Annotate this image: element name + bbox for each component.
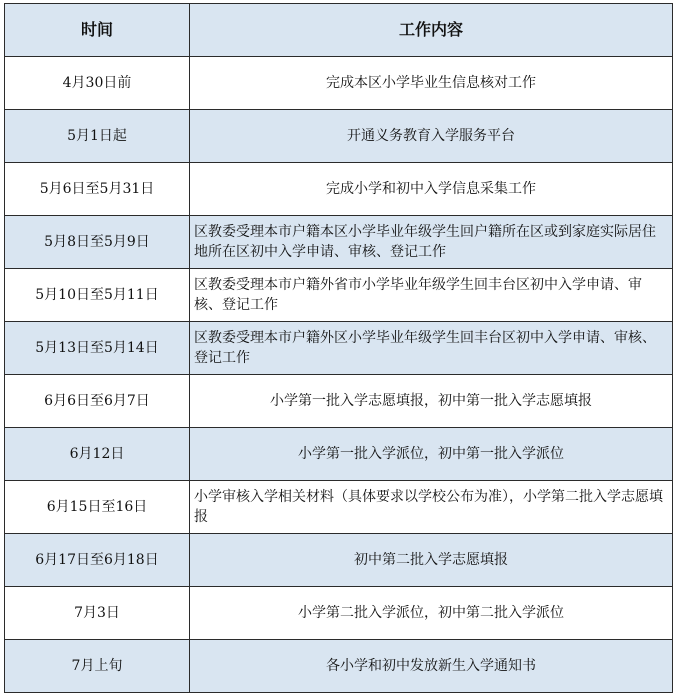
schedule-table xyxy=(4,3,673,693)
table-row xyxy=(5,322,673,375)
row-time: 5月8日至5月9日 xyxy=(5,216,190,269)
row-time: 4月30日前 xyxy=(5,57,190,110)
table-header-row xyxy=(5,4,673,57)
row-time: 6月6日至6月7日 xyxy=(5,375,190,428)
row-content: 区教委受理本市户籍外省市小学毕业年级学生回丰台区初中入学申请、审核、登记工作 xyxy=(190,269,673,322)
row-time: 7月3日 xyxy=(5,587,190,640)
table-row xyxy=(5,375,673,428)
row-time: 5月6日至5月31日 xyxy=(5,163,190,216)
row-time: 5月10日至5月11日 xyxy=(5,269,190,322)
row-content: 小学第一批入学志愿填报，初中第一批入学志愿填报 xyxy=(190,375,673,428)
row-content: 区教委受理本市户籍外区小学毕业年级学生回丰台区初中入学申请、审核、登记工作 xyxy=(190,322,673,375)
row-time: 6月12日 xyxy=(5,428,190,481)
header-time: 时间 xyxy=(5,4,190,57)
table-row xyxy=(5,57,673,110)
row-content: 完成本区小学毕业生信息核对工作 xyxy=(190,57,673,110)
row-time: 7月上旬 xyxy=(5,640,190,693)
table-row xyxy=(5,534,673,587)
row-content: 开通义务教育入学服务平台 xyxy=(190,110,673,163)
row-content: 区教委受理本市户籍本区小学毕业年级学生回户籍所在区或到家庭实际居住地所在区初中入学申请、审核、登记工作 xyxy=(190,216,673,269)
row-time: 5月1日起 xyxy=(5,110,190,163)
table-row xyxy=(5,216,673,269)
table-row xyxy=(5,269,673,322)
row-content: 小学审核入学相关材料（具体要求以学校公布为准），小学第二批入学志愿填报 xyxy=(190,481,673,534)
table-row xyxy=(5,587,673,640)
row-time: 5月13日至5月14日 xyxy=(5,322,190,375)
row-content: 完成小学和初中入学信息采集工作 xyxy=(190,163,673,216)
table-row xyxy=(5,428,673,481)
table-row xyxy=(5,110,673,163)
header-content: 工作内容 xyxy=(190,4,673,57)
table-row xyxy=(5,163,673,216)
row-content: 小学第二批入学派位，初中第二批入学派位 xyxy=(190,587,673,640)
table-row xyxy=(5,640,673,693)
row-content: 小学第一批入学派位，初中第一批入学派位 xyxy=(190,428,673,481)
row-time: 6月17日至6月18日 xyxy=(5,534,190,587)
row-content: 各小学和初中发放新生入学通知书 xyxy=(190,640,673,693)
table-row xyxy=(5,481,673,534)
row-time: 6月15日至16日 xyxy=(5,481,190,534)
row-content: 初中第二批入学志愿填报 xyxy=(190,534,673,587)
